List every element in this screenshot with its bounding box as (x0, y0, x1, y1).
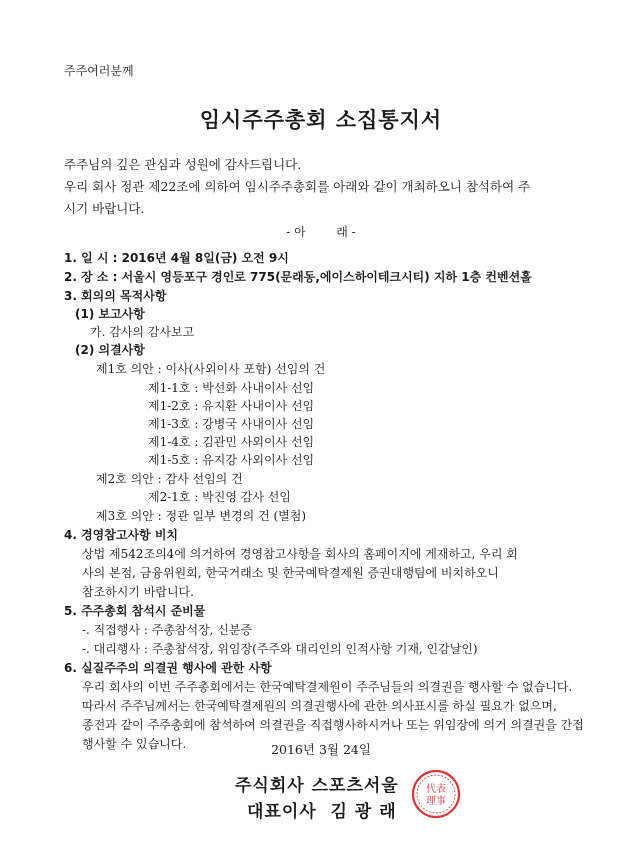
agenda-1-4: 제1-4호 : 김관민 사외이사 선임 (148, 435, 315, 449)
report-heading: (1) 보고사항 (75, 307, 145, 321)
prep-heading: 5. 주주총회 참석시 준비물 (64, 604, 206, 618)
agenda-2: 제2호 의안 : 감사 선임의 건 (96, 472, 243, 486)
document-title: 임시주주총회 소집통지서 (199, 108, 443, 132)
below-marker: - 아 래 - (286, 225, 356, 239)
prep-direct: -. 직접행사 : 주총참석장, 신분증 (82, 623, 253, 637)
intro-line-2: 우리 회사 정관 제22조에 의하여 임시주주총회를 아래와 같이 개최하오니 참석하여 주 (64, 179, 531, 194)
place-item: 2. 장 소 : 서울시 영등포구 경인로 775(문래동,에이스하이테크시티) 지하 1층 컨벤션홀 (64, 270, 532, 284)
report-item: 가. 감사의 감사보고 (90, 325, 195, 339)
reference-line-2: 사의 본점, 금융위원회, 한국거래소 및 한국예탁결제원 증권대행팀에 비치하오니 (82, 566, 499, 580)
reference-line-1: 상법 제542조의4에 의거하여 경영참고사항을 회사의 홈페이지에 게재하고, 우리 회 (82, 547, 518, 561)
agenda-1-1: 제1-1호 : 박선화 사내이사 선임 (148, 381, 315, 395)
voting-line-4: 행사할 수 있습니다. (82, 737, 187, 751)
resolution-heading: (2) 의결사항 (75, 343, 145, 357)
voting-line-2: 따라서 주주님께서는 한국예탁결제원의 의결권행사에 관한 의사표시를 하실 필요가 없으며, (82, 699, 557, 713)
voting-heading: 6. 실질주주의 의결권 행사에 관한 사항 (64, 661, 272, 675)
ceo-name: 대표이사 김 광 래 (247, 802, 397, 822)
reference-line-3: 참조하시기 바랍니다. (82, 585, 194, 599)
company-name: 주식회사 스포츠서울 (235, 776, 399, 796)
agenda-1-5: 제1-5호 : 유지강 사외이사 선임 (148, 453, 315, 467)
prep-proxy: -. 대리행사 : 주총참석장, 위임장(주주와 대리인의 인적사항 기재, 인감날인) (82, 642, 478, 656)
agenda-1-3: 제1-3호 : 강병국 사내이사 선임 (148, 417, 315, 431)
svg-text:代表: 代表 (426, 784, 446, 795)
intro-line-3: 시기 바랍니다. (64, 201, 145, 216)
agenda-1-2: 제1-2호 : 유지환 사내이사 선임 (148, 399, 315, 413)
company-seal-icon (410, 768, 462, 820)
voting-line-3: 종전과 같이 주주총회에 참석하여 의결권을 직접행사하시거나 또는 위임장에 의거 의결권을 간접 (82, 718, 584, 732)
notice-date: 2016년 3월 24일 (271, 742, 371, 757)
agenda-1: 제1호 의안 : 이사(사외이사 포함) 선임의 건 (96, 362, 326, 376)
svg-text:理事: 理事 (426, 796, 446, 807)
voting-line-1: 우리 회사의 이번 주주총회에서는 한국예탁결제원이 주주님들의 의결권을 행사할 수 없습니다. (82, 680, 573, 694)
agenda-3: 제3호 의안 : 정관 일부 변경의 건 (별첨) (96, 509, 307, 523)
agenda-heading: 3. 회의의 목적사항 (64, 289, 167, 303)
greeting: 주주여러분께 (64, 64, 134, 78)
reference-heading: 4. 경영참고사항 비치 (64, 528, 179, 542)
agenda-2-1: 제2-1호 : 박진영 감사 선임 (148, 490, 291, 504)
intro-line-1: 주주님의 깊은 관심과 성원에 감사드립니다. (64, 157, 302, 172)
date-item: 1. 일 시 : 2016년 4월 8일(금) 오전 9시 (64, 251, 289, 265)
